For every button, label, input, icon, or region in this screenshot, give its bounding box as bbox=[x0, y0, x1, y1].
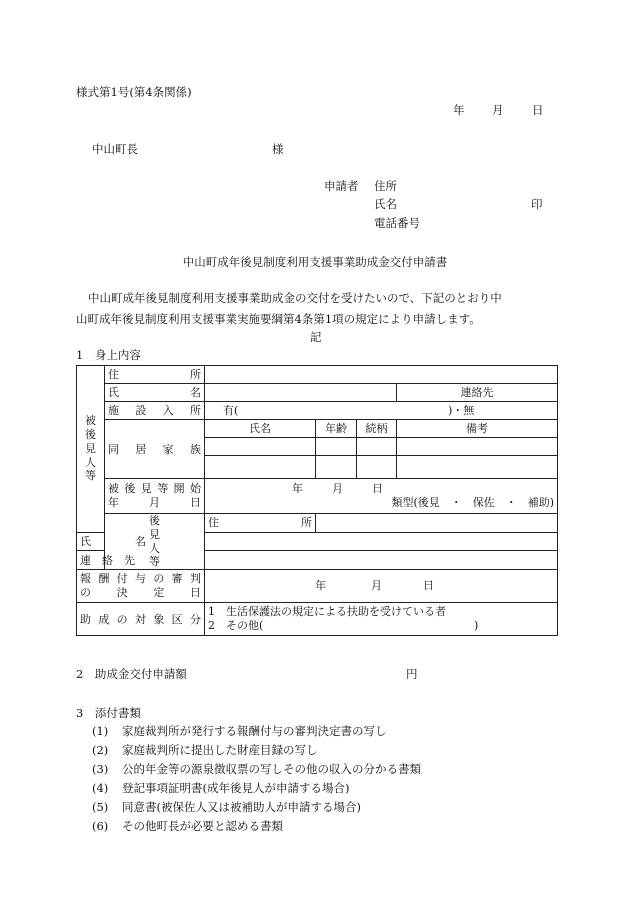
table-row bbox=[77, 420, 558, 438]
eligibility-option-1[interactable]: 1 生活保護法の規定による扶助を受けている者 bbox=[208, 605, 446, 618]
guardianship-start-field[interactable] bbox=[205, 479, 558, 514]
table-row bbox=[77, 402, 558, 420]
personal-details-table bbox=[76, 365, 558, 636]
applicant-phone-label: 電話番号 bbox=[374, 216, 420, 230]
guardian-name-field[interactable] bbox=[205, 532, 558, 551]
list-item: (5) 同意書(被保佐人又は被補助人が申請する場合) bbox=[92, 800, 361, 814]
list-item: (2) 家庭裁判所に提出した財産目録の写し bbox=[92, 743, 318, 757]
ki-heading: 記 bbox=[310, 330, 322, 344]
ward-address-field[interactable] bbox=[205, 366, 558, 384]
list-item: (3) 公的年金等の源泉徴収票の写しその他の収入の分かる書類 bbox=[92, 762, 421, 776]
table-row bbox=[77, 384, 558, 402]
ward-contact-label: 連絡先 bbox=[397, 384, 558, 402]
table-row bbox=[77, 366, 558, 384]
facility-field[interactable] bbox=[205, 402, 558, 420]
section1-heading: 1 身上内容 bbox=[76, 348, 141, 362]
family-relation-cell[interactable] bbox=[357, 456, 397, 479]
family-name-cell[interactable] bbox=[205, 438, 316, 456]
document-title: 中山町成年後見制度利用支援事業助成金交付申請書 bbox=[182, 255, 448, 269]
applicant-address-label: 住所 bbox=[374, 179, 397, 193]
decision-day: 日 bbox=[423, 579, 434, 592]
family-remarks-cell[interactable] bbox=[397, 438, 558, 456]
list-item: (1) 家庭裁判所が発行する報酬付与の審判決定書の写し bbox=[92, 724, 387, 738]
applicant-name-label: 氏名 bbox=[374, 197, 397, 211]
intro-line-2: 山町成年後見制度利用支援事業実施要綱第4条第1項の規定により申請します。 bbox=[76, 312, 481, 326]
amount-unit: 円 bbox=[406, 667, 418, 681]
date-month: 月 bbox=[492, 103, 504, 117]
eligibility-label: 助成の対象区分 bbox=[77, 603, 205, 636]
applicant-label: 申請者 bbox=[324, 179, 359, 193]
addressee-honorific: 様 bbox=[272, 142, 284, 156]
table-row bbox=[77, 479, 558, 514]
list-item: (6) その他町長が必要と認める書類 bbox=[92, 819, 283, 833]
facility-open: 有( bbox=[223, 404, 239, 417]
family-name-cell[interactable] bbox=[205, 456, 316, 479]
start-year: 年 bbox=[292, 482, 303, 495]
family-age-header: 年齢 bbox=[316, 420, 357, 438]
family-age-cell[interactable] bbox=[316, 456, 357, 479]
guardian-contact-field[interactable] bbox=[205, 551, 558, 570]
guardian-address-label: 住 所 bbox=[205, 514, 316, 533]
family-name-header: 氏名 bbox=[205, 420, 316, 438]
decision-date-label: 報酬付与の審判 の 決 定 日 bbox=[77, 570, 205, 603]
table-row bbox=[77, 570, 558, 603]
guardian-name-label: 氏 名 bbox=[77, 532, 105, 551]
table-row bbox=[77, 603, 558, 636]
section2-heading: 2 助成金交付申請額 bbox=[76, 667, 187, 681]
guardian-group-label: 後 見 人 等 bbox=[105, 514, 205, 570]
list-item: (4) 登記事項証明書(成年後見人が申請する場合) bbox=[92, 781, 350, 795]
ward-name-field[interactable] bbox=[205, 384, 397, 402]
eligibility-option-2-close: ) bbox=[474, 619, 479, 632]
ward-name-label: 氏 名 bbox=[105, 384, 205, 402]
family-remarks-cell[interactable] bbox=[397, 456, 558, 479]
table-row bbox=[77, 514, 558, 533]
family-remarks-header: 備考 bbox=[397, 420, 558, 438]
form-number: 様式第1号(第4条関係) bbox=[76, 85, 192, 99]
facility-close: )・無 bbox=[448, 404, 475, 417]
eligibility-option-2[interactable]: 2 その他( bbox=[208, 619, 264, 632]
family-relation-cell[interactable] bbox=[357, 438, 397, 456]
ward-group-label: 被 後 見 人 等 bbox=[77, 366, 105, 533]
cohabiting-family-label: 同 居 家 族 bbox=[105, 420, 205, 479]
start-month: 月 bbox=[332, 482, 343, 495]
ward-address-label: 住 所 bbox=[105, 366, 205, 384]
start-day: 日 bbox=[372, 482, 383, 495]
date-day: 日 bbox=[532, 103, 544, 117]
eligibility-field[interactable] bbox=[205, 603, 558, 636]
decision-month: 月 bbox=[371, 579, 382, 592]
intro-line-1: 中山町成年後見制度利用支援事業助成金の交付を受けたいので、下記のとおり中 bbox=[88, 291, 502, 305]
guardian-address-field[interactable] bbox=[316, 514, 558, 533]
date-year: 年 bbox=[453, 103, 465, 117]
facility-label: 施 設 入 所 bbox=[105, 402, 205, 420]
decision-year: 年 bbox=[315, 579, 326, 592]
addressee-name: 中山町長 bbox=[92, 142, 138, 156]
guardianship-start-label: 被後見等開始 年 月 日 bbox=[105, 479, 205, 514]
decision-date-field[interactable] bbox=[205, 570, 558, 603]
guardian-contact-label: 連 絡 先 bbox=[77, 551, 105, 570]
section3-heading: 3 添付書類 bbox=[76, 706, 141, 720]
type-label: 類型(後見 ・ 保佐 ・ 補助) bbox=[391, 496, 555, 509]
seal-mark: 印 bbox=[531, 197, 543, 211]
family-age-cell[interactable] bbox=[316, 438, 357, 456]
family-relation-header: 続柄 bbox=[357, 420, 397, 438]
